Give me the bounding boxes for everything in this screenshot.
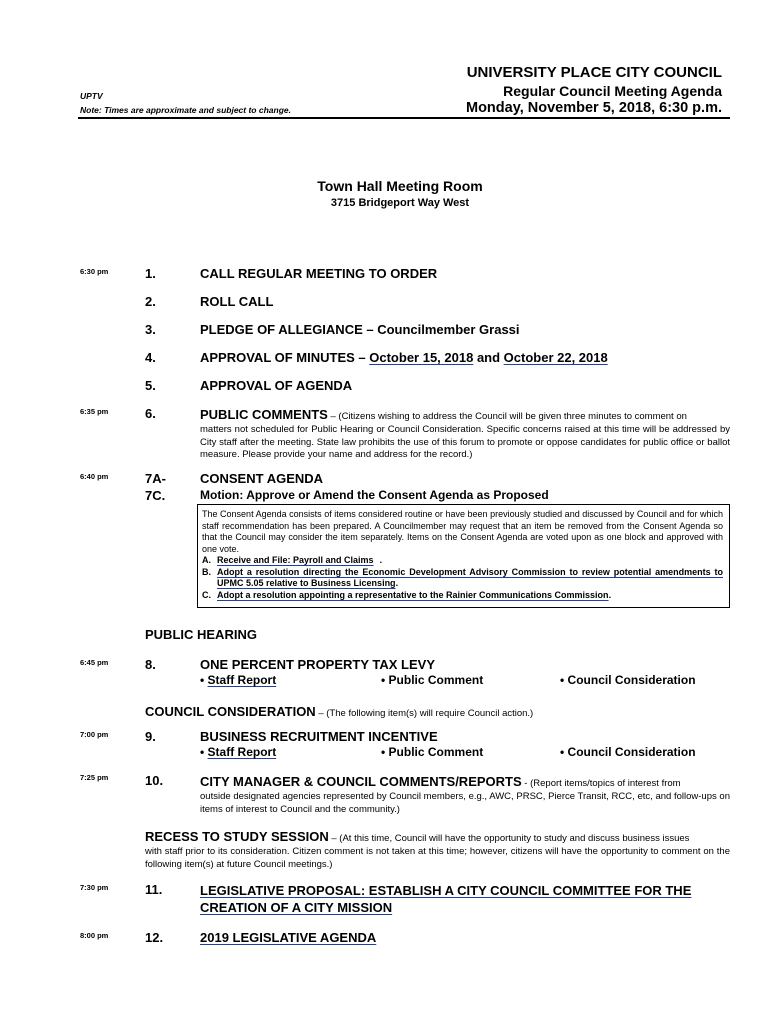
recess-description-rest: with staff prior to its consideration. Citizen comment is not taken at this time; however, citizens will have the opportunity to comment on the following item(s) at future Council meetings.) <box>145 846 730 870</box>
agenda-item-title: BUSINESS RECRUITMENT INCENTIVE <box>200 729 438 744</box>
council-consideration-bullet: • Council Consideration <box>560 745 696 759</box>
minutes-link-oct-22[interactable]: October 22, 2018 <box>503 350 608 365</box>
agenda-item-title: CALL REGULAR MEETING TO ORDER <box>200 266 438 281</box>
time-label: 7:00 pm <box>80 730 109 739</box>
staff-report-bullet: • Staff Report <box>200 673 277 687</box>
item-number: 3. <box>145 322 156 337</box>
agenda-item-title: PUBLIC COMMENTS <box>200 407 328 422</box>
time-label: 8:00 pm <box>80 931 109 940</box>
item-number: 7C. <box>145 488 166 503</box>
section-heading-council-consideration: COUNCIL CONSIDERATION – (The following item(s) will require Council action.) <box>145 704 534 719</box>
time-label: 6:40 pm <box>80 472 109 481</box>
title-prefix: APPROVAL OF MINUTES – <box>200 350 370 365</box>
agenda-item-title <box>200 930 376 945</box>
recess-block <box>145 828 730 871</box>
staff-report-link[interactable]: Staff Report <box>207 673 277 687</box>
payroll-claims-link[interactable]: Receive and File: Payroll and Claims <box>217 555 374 565</box>
council-consideration-bullet: • Council Consideration <box>560 673 696 687</box>
item-number: 5. <box>145 378 156 393</box>
item-number: 2. <box>145 294 156 309</box>
item-number: 6. <box>145 406 156 421</box>
public-comment-bullet: • Public Comment <box>381 745 484 759</box>
legislative-proposal-link[interactable]: LEGISLATIVE PROPOSAL: ESTABLISH A CITY COUNCIL COMMITTEE FOR THE CREATION OF A CITY MISSION <box>200 883 692 915</box>
section-heading-recess: RECESS TO STUDY SESSION <box>145 829 329 844</box>
item-number: 12. <box>145 930 164 945</box>
meeting-address: 3715 Bridgeport Way West <box>330 197 470 209</box>
item-description-rest: outside designated agencies represented by Council members, e.g., AWC, PRSC, Pierce Transit, RCC, etc, and follow-ups on items of interest to Council and the community.) <box>200 791 730 815</box>
time-label: 6:35 pm <box>80 407 109 416</box>
time-label: 7:25 pm <box>80 773 109 782</box>
minutes-link-oct-15[interactable]: October 15, 2018 <box>369 350 474 365</box>
agenda-item-title: APPROVAL OF AGENDA <box>200 378 353 393</box>
time-label: 6:30 pm <box>80 267 109 276</box>
time-label: 7:30 pm <box>80 883 109 892</box>
meeting-date: Monday, November 5, 2018, 6:30 p.m. <box>466 100 722 116</box>
agenda-item-title: ONE PERCENT PROPERTY TAX LEVY <box>200 657 436 672</box>
consent-motion: Motion: Approve or Amend the Consent Agenda as Proposed <box>200 488 549 502</box>
item-description-rest: matters not scheduled for Public Hearing or Council Consideration. Specific concerns raised at this time will be addressed by City staff after the meeting. State law prohibits the use of this forum to promote or oppose candidates for public office or ballot measure. Please provide your name and address for the record.) <box>200 424 730 460</box>
item-number: 4. <box>145 350 156 365</box>
agenda-item-title: PLEDGE OF ALLEGIANCE – Councilmember Grassi <box>200 322 520 337</box>
and-text: and <box>473 350 504 365</box>
staff-report-bullet: • Staff Report <box>200 745 277 759</box>
item-number: 8. <box>145 657 156 672</box>
staff-report-link[interactable]: Staff Report <box>207 745 277 759</box>
meeting-type: Regular Council Meeting Agenda <box>503 83 722 99</box>
section-note: – (The following item(s) will require Council action.) <box>315 708 534 719</box>
item-number: 11. <box>145 882 163 897</box>
recess-description: – (At this time, Council will have the opportunity to study and discuss business issues <box>328 833 690 844</box>
uptv-label: UPTV <box>80 91 103 101</box>
agenda-item-title: CONSENT AGENDA <box>200 471 324 486</box>
item-number: 1. <box>145 266 156 281</box>
header-rule <box>78 117 730 119</box>
public-comment-bullet: • Public Comment <box>381 673 484 687</box>
business-licensing-resolution-link[interactable]: Adopt a resolution directing the Economic Development Advisory Commission to review potential amendments to UPMC 5.05 relative to Business Licensing <box>217 566 723 588</box>
time-label: 6:45 pm <box>80 658 109 667</box>
public-comments-block <box>200 406 730 462</box>
item-label: A. <box>202 555 211 565</box>
item-description: – (Citizens wishing to address the Council will be given three minutes to comment on <box>327 411 687 422</box>
agenda-item-title <box>200 350 608 365</box>
item-description: - (Report items/topics of interest from <box>521 778 681 789</box>
meeting-room: Town Hall Meeting Room <box>317 178 483 194</box>
item-number: 10. <box>145 773 164 788</box>
consent-agenda-box: The Consent Agenda consists of items considered routine or have been previously studied and discussed by Council and for which staff recommendation has been prepared. A Councilmember may request that an item be removed from the Consent Agenda so that the Council may consider the item separately. Items on the Consent Agenda are voted upon as one block and approved with one vote. A. Receive and File: Payroll and Claims . B. Adopt a resolution directing the Economic Development Advisory Commission to review potential amendments to UPMC 5.05 relative to Business Licensing. C. Adopt a resolution appointing a representative to the Rainier Communications Commission. <box>197 504 730 608</box>
legislative-agenda-link[interactable]: 2019 LEGISLATIVE AGENDA <box>200 930 377 945</box>
item-number: 7A- <box>145 471 166 486</box>
agenda-item-title: ROLL CALL <box>200 294 274 309</box>
item-label: C. <box>202 589 211 600</box>
item-number: 9. <box>145 729 156 744</box>
consent-description: The Consent Agenda consists of items considered routine or have been previously studied and discussed by Council and for which staff recommendation has been prepared. A Councilmember may request that an item be removed from the Consent Agenda so that the Council may consider the item separately. Items on the Consent Agenda are voted upon as one block and approved with one vote. <box>202 509 723 554</box>
rainier-commission-resolution-link[interactable]: Adopt a resolution appointing a representative to the Rainier Communications Commission <box>217 589 609 600</box>
item-label: B. <box>202 566 211 577</box>
agenda-item-title: CITY MANAGER & COUNCIL COMMENTS/REPORTS <box>200 774 522 789</box>
council-name: UNIVERSITY PLACE CITY COUNCIL <box>466 64 722 81</box>
agenda-item-title <box>200 882 720 916</box>
section-heading-public-hearing: PUBLIC HEARING <box>145 627 257 642</box>
manager-comments-block <box>200 773 730 816</box>
times-note: Note: Times are approximate and subject to change. <box>80 105 291 115</box>
